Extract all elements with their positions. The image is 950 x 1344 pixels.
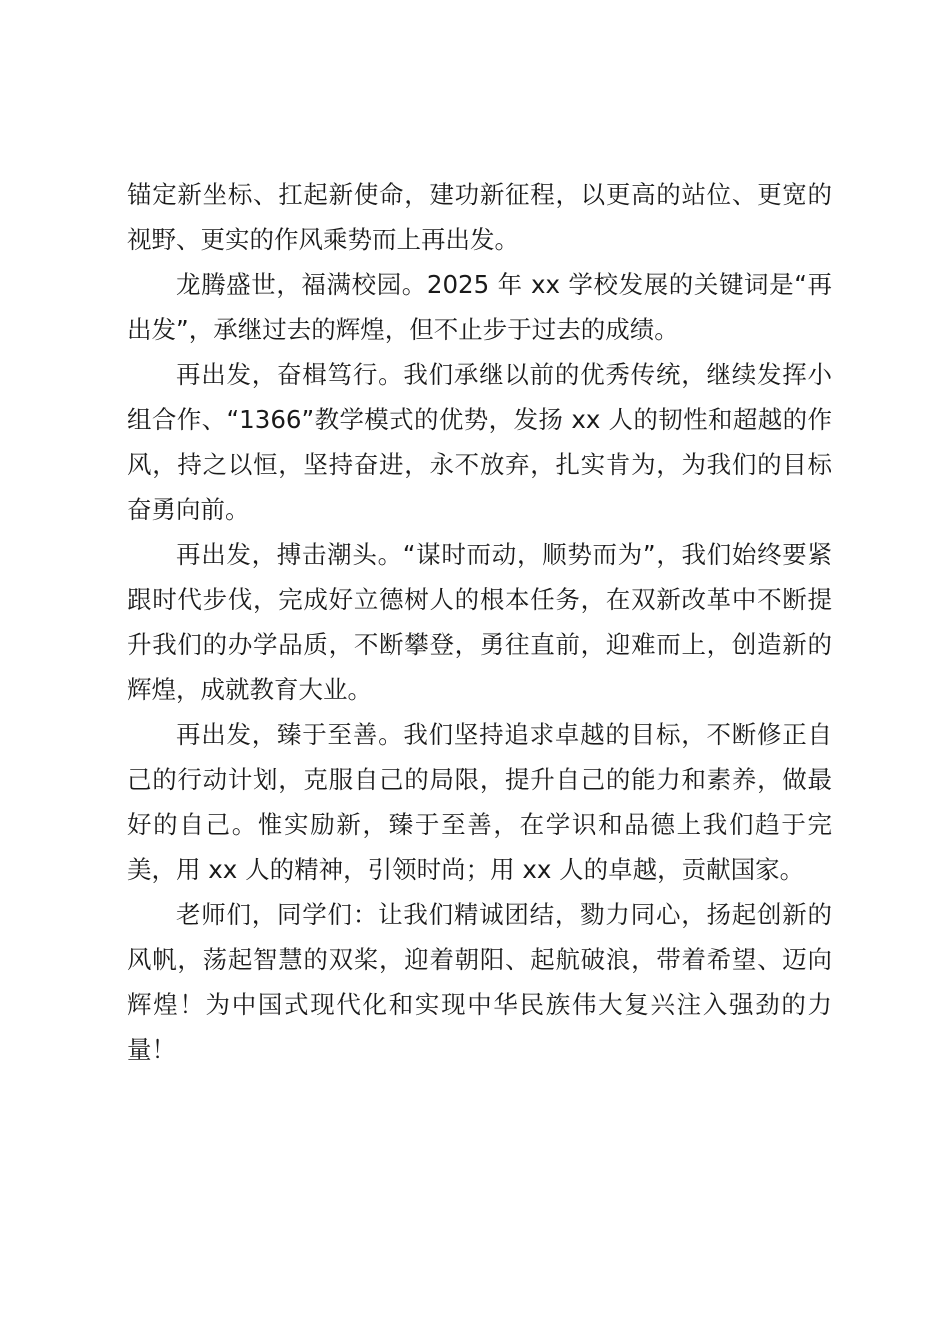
paragraph-closing: 老师们，同学们：让我们精诚团结，勠力同心，扬起创新的风帆，荡起智慧的双桨，迎着朝阳、起航破浪，带着希望、迈向辉煌！为中国式现代化和实现中华民族伟大复兴注入强劲的力量！ (127, 900, 832, 1064)
document-body (127, 172, 832, 1072)
paragraph-pursue-excellence: 再出发，臻于至善。我们坚持追求卓越的目标，不断修正自己的行动计划，克服自己的局限，提升自己的能力和素养，做最好的自己。惟实励新，臻于至善，在学识和品德上我们趋于完美，用 xx 人的精神，引领时尚；用 xx 人的卓越，贡献国家。 (127, 720, 832, 884)
paragraph-continuation: 锚定新坐标、扛起新使命，建功新征程，以更高的站位、更宽的视野、更实的作风乘势而上再出发。 (127, 180, 832, 254)
paragraph-ride-the-tide: 再出发，搏击潮头。“谋时而动，顺势而为”，我们始终要紧跟时代步伐，完成好立德树人的根本任务，在双新改革中不断提升我们的办学品质，不断攀登，勇往直前，迎难而上，创造新的辉煌，成就教育大业。 (127, 540, 832, 704)
paragraph-keyword: 龙腾盛世，福满校园。2025 年 xx 学校发展的关键词是“再出发”，承继过去的辉煌，但不止步于过去的成绩。 (127, 270, 832, 344)
paragraph-forge-ahead: 再出发，奋楫笃行。我们承继以前的优秀传统，继续发挥小组合作、“1366”教学模式的优势，发扬 xx 人的韧性和超越的作风，持之以恒，坚持奋进，永不放弃，扎实肯为，为我们的目标奋勇向前。 (127, 360, 832, 524)
